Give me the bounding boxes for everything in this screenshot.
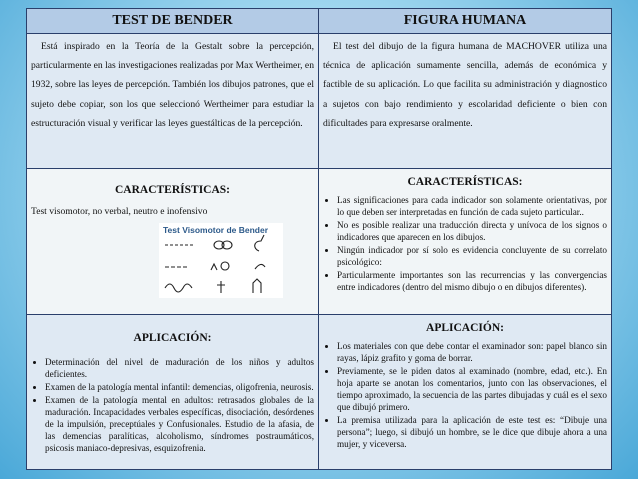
list-item: • Particularmente importantes son las recurrencias y las convergencias entre indicadores (dentro del mismo dibujo o en dibujos diferentes). [337, 269, 607, 293]
list-item: • Previamente, se le piden datos al examinado (nombre, edad, etc.). En hoja aparte se anotan los comentarios, junto con las observaciones, el tiempo aproximado, la secuencia de las partes dibujadas y cuál es el sexo que dibujó primero. [337, 365, 607, 413]
caracteristicas-figura-title: CARACTERÍSTICAS: [407, 176, 523, 188]
intro-bender-cell [27, 34, 319, 169]
aplicacion-bender-list [31, 356, 314, 454]
aplicacion-figura-list [323, 340, 607, 450]
list-item: • Examen de la patología mental infantil: demencias, oligofrenia, neurosis. [45, 381, 314, 393]
bender-image-title: Test Visomotor de Bender [163, 225, 269, 235]
list-item: • Determinación del nivel de maduración de los niños y adultos deficientes. [45, 356, 314, 380]
header-test-de-bender: TEST DE BENDER [27, 9, 319, 34]
comparison-table [26, 8, 612, 470]
intro-figura-text: El test del dibujo de la figura humana de MACHOVER utiliza una técnica de aplicación sumamente sencilla, además de económica y factible de su aplicación. Lo que facilita su administración y diagnostico a sujetos con bajo rendimiento y escolaridad deficiente o bien con dificultades para expresarse oralmente. [323, 41, 607, 129]
list-item: • Los materiales con que debe contar el examinador son: papel blanco sin rayas, lápiz grafito y goma de borrar. [337, 340, 607, 364]
header-figura-humana: FIGURA HUMANA [319, 9, 612, 34]
list-item: • La premisa utilizada para la aplicación de este test es: “Dibuje una persona”; luego, si dibujó un hombre, se le dice que dibuje ahora a una mujer, y viceversa. [337, 414, 607, 450]
caracteristicas-bender-title: CARACTERÍSTICAS: [114, 184, 231, 196]
bender-test-image [159, 223, 283, 298]
intro-bender-text: Está inspirado en la Teoría de la Gestalt sobre la percepción, particularmente en las investigaciones realizadas por Max Wertheimer, en 1932, sobre las leyes de percepción. También los dibujos patrones, que el sujeto debe copiar, son los que seleccionó Wertheimer para estudiar la estructuración visual y verificar las leyes guestálticas de la percepción. [31, 41, 314, 129]
aplicacion-bender-title: APLICACIÓN: [133, 332, 212, 344]
caracteristicas-figura-cell [319, 169, 612, 315]
caracteristicas-bender-text: Test visomotor, no verbal, neutro e inofensivo [31, 206, 208, 217]
aplicacion-figura-cell [319, 315, 612, 470]
aplicacion-row [27, 315, 612, 470]
list-item: • Examen de la patología mental en adultos: retrasados globales de la maduración. Incapacidades verbales específicas, disociación, desórdenes de la impulsión, preceptúales y Confusionales. Estudio de la afasia, de las demencias paralíticas, alcoholismo, síndromes postraumáticos, psicosis maniaco-depresivas, esquizofrenia. [45, 394, 314, 454]
caracteristicas-row [27, 169, 612, 315]
list-item: • Ningún indicador por sí solo es evidencia concluyente de su correlato psicológico: [337, 244, 607, 268]
list-item: • No es posible realizar una traducción directa y unívoca de los signos o indicadores que aparecen en los dibujos. [337, 219, 607, 243]
caracteristicas-figura-list [323, 194, 607, 293]
caracteristicas-bender-cell [27, 169, 319, 315]
aplicacion-figura-title: APLICACIÓN: [426, 322, 504, 334]
intro-row [27, 34, 612, 169]
header-row [27, 9, 612, 34]
list-item: • Las significaciones para cada indicador son solamente orientativas, por lo que deben ser interpretadas en función de cada sujeto particular.. [337, 194, 607, 218]
intro-figura-cell [319, 34, 612, 169]
aplicacion-bender-cell [27, 315, 319, 470]
